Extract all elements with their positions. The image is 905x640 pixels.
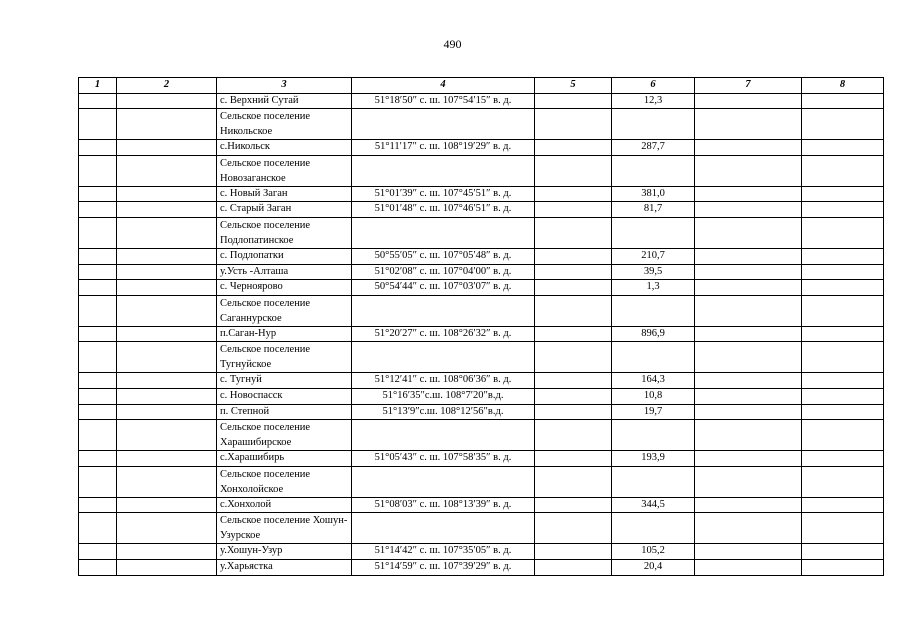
cell-col-8 <box>802 513 884 544</box>
cell-col-5 <box>535 513 612 544</box>
cell-col-8 <box>802 280 884 296</box>
cell-col-7 <box>695 420 802 451</box>
table-row <box>79 451 884 467</box>
settlements-table <box>78 77 884 576</box>
cell-col-5 <box>535 248 612 264</box>
locality-name: у.Харьястка <box>217 559 352 575</box>
cell-col-5 <box>535 140 612 156</box>
locality-name: с.Никольск <box>217 140 352 156</box>
cell-col-7 <box>695 404 802 420</box>
coordinates-cell: 51°13′9″с.ш. 108°12′56″в.д. <box>352 404 535 420</box>
value-cell <box>612 420 695 451</box>
cell-col-8 <box>802 155 884 186</box>
cell-col-7 <box>695 202 802 218</box>
coordinates-cell <box>352 295 535 326</box>
value-cell <box>612 109 695 140</box>
cell-col-8 <box>802 295 884 326</box>
cell-col-1 <box>79 186 117 202</box>
locality-name: с. Подлопатки <box>217 248 352 264</box>
cell-col-5 <box>535 202 612 218</box>
cell-col-5 <box>535 342 612 373</box>
cell-col-2 <box>117 93 217 109</box>
cell-col-1 <box>79 140 117 156</box>
value-cell: 39,5 <box>612 264 695 280</box>
cell-col-1 <box>79 373 117 389</box>
locality-name: с. Новоспасск <box>217 388 352 404</box>
cell-col-2 <box>117 420 217 451</box>
cell-col-5 <box>535 559 612 575</box>
value-cell: 10,8 <box>612 388 695 404</box>
locality-name: у.Хошун-Узур <box>217 544 352 560</box>
cell-col-2 <box>117 513 217 544</box>
table-row <box>79 497 884 513</box>
table-row <box>79 388 884 404</box>
cell-col-2 <box>117 248 217 264</box>
cell-col-7 <box>695 451 802 467</box>
cell-col-7 <box>695 497 802 513</box>
cell-col-5 <box>535 497 612 513</box>
cell-col-7 <box>695 248 802 264</box>
coordinates-cell: 51°01′48″ с. ш. 107°46′51″ в. д. <box>352 202 535 218</box>
table-row <box>79 544 884 560</box>
value-cell: 81,7 <box>612 202 695 218</box>
cell-col-5 <box>535 264 612 280</box>
table-row <box>79 202 884 218</box>
cell-col-5 <box>535 404 612 420</box>
cell-col-1 <box>79 93 117 109</box>
coordinates-cell: 51°14′42″ с. ш. 107°35′05″ в. д. <box>352 544 535 560</box>
cell-col-1 <box>79 388 117 404</box>
coordinates-cell: 50°55′05″ с. ш. 107°05′48″ в. д. <box>352 248 535 264</box>
cell-col-2 <box>117 559 217 575</box>
cell-col-1 <box>79 326 117 342</box>
value-cell: 287,7 <box>612 140 695 156</box>
coordinates-cell: 50°54′44″ с. ш. 107°03′07″ в. д. <box>352 280 535 296</box>
settlement-group-name: Сельское поселение Новозаганское <box>217 155 352 186</box>
cell-col-2 <box>117 186 217 202</box>
value-cell: 20,4 <box>612 559 695 575</box>
cell-col-7 <box>695 217 802 248</box>
table-row <box>79 248 884 264</box>
locality-name: с. Старый Заган <box>217 202 352 218</box>
cell-col-8 <box>802 202 884 218</box>
column-header-8: 8 <box>802 78 884 94</box>
table-row <box>79 342 884 373</box>
cell-col-1 <box>79 451 117 467</box>
value-cell: 105,2 <box>612 544 695 560</box>
cell-col-1 <box>79 280 117 296</box>
settlement-group-name: Сельское поселение Саганнурское <box>217 295 352 326</box>
column-header-7: 7 <box>695 78 802 94</box>
cell-col-7 <box>695 559 802 575</box>
cell-col-7 <box>695 326 802 342</box>
cell-col-5 <box>535 295 612 326</box>
column-header-5: 5 <box>535 78 612 94</box>
cell-col-2 <box>117 497 217 513</box>
settlement-group-name: Сельское поселение Подлопатинское <box>217 217 352 248</box>
value-cell: 19,7 <box>612 404 695 420</box>
cell-col-2 <box>117 109 217 140</box>
cell-col-8 <box>802 420 884 451</box>
coordinates-cell: 51°01′39″ с. ш. 107°45′51″ в. д. <box>352 186 535 202</box>
cell-col-7 <box>695 342 802 373</box>
cell-col-1 <box>79 544 117 560</box>
locality-name: с. Новый Заган <box>217 186 352 202</box>
table-row <box>79 109 884 140</box>
cell-col-2 <box>117 388 217 404</box>
cell-col-8 <box>802 466 884 497</box>
coordinates-cell: 51°18′50″ с. ш. 107°54′15″ в. д. <box>352 93 535 109</box>
cell-col-5 <box>535 280 612 296</box>
cell-col-5 <box>535 373 612 389</box>
locality-name: с. Тугнуй <box>217 373 352 389</box>
cell-col-8 <box>802 186 884 202</box>
cell-col-5 <box>535 186 612 202</box>
table-row <box>79 420 884 451</box>
cell-col-7 <box>695 93 802 109</box>
locality-name: с.Харашибирь <box>217 451 352 467</box>
coordinates-cell: 51°08′03″ с. ш. 108°13′39″ в. д. <box>352 497 535 513</box>
table-row <box>79 404 884 420</box>
coordinates-cell <box>352 109 535 140</box>
cell-col-8 <box>802 217 884 248</box>
locality-name: п. Степной <box>217 404 352 420</box>
cell-col-2 <box>117 451 217 467</box>
table-row <box>79 280 884 296</box>
table-row <box>79 155 884 186</box>
cell-col-1 <box>79 217 117 248</box>
cell-col-1 <box>79 248 117 264</box>
column-header-3: 3 <box>217 78 352 94</box>
cell-col-7 <box>695 264 802 280</box>
coordinates-cell: 51°14′59″ с. ш. 107°39′29″ в. д. <box>352 559 535 575</box>
table-row <box>79 217 884 248</box>
cell-col-2 <box>117 217 217 248</box>
table-row <box>79 326 884 342</box>
coordinates-cell <box>352 155 535 186</box>
coordinates-cell: 51°11′17″ с. ш. 108°19′29″ в. д. <box>352 140 535 156</box>
cell-col-8 <box>802 388 884 404</box>
cell-col-5 <box>535 217 612 248</box>
value-cell: 193,9 <box>612 451 695 467</box>
value-cell: 1,3 <box>612 280 695 296</box>
cell-col-1 <box>79 466 117 497</box>
cell-col-8 <box>802 373 884 389</box>
page-number: 490 <box>443 37 462 51</box>
table-body <box>79 93 884 575</box>
settlement-group-name: Сельское поселение Никольское <box>217 109 352 140</box>
cell-col-1 <box>79 295 117 326</box>
value-cell <box>612 217 695 248</box>
table-row <box>79 466 884 497</box>
table-row <box>79 373 884 389</box>
cell-col-5 <box>535 388 612 404</box>
cell-col-7 <box>695 388 802 404</box>
column-header-1: 1 <box>79 78 117 94</box>
cell-col-7 <box>695 109 802 140</box>
cell-col-5 <box>535 155 612 186</box>
coordinates-cell: 51°16′35″с.ш. 108°7′20″в.д. <box>352 388 535 404</box>
cell-col-7 <box>695 186 802 202</box>
cell-col-8 <box>802 497 884 513</box>
table-row <box>79 140 884 156</box>
cell-col-2 <box>117 202 217 218</box>
table-row <box>79 513 884 544</box>
cell-col-2 <box>117 342 217 373</box>
cell-col-7 <box>695 544 802 560</box>
value-cell: 210,7 <box>612 248 695 264</box>
cell-col-2 <box>117 295 217 326</box>
settlement-group-name: Сельское поселение Хонхолойское <box>217 466 352 497</box>
table-row <box>79 295 884 326</box>
column-header-4: 4 <box>352 78 535 94</box>
cell-col-1 <box>79 420 117 451</box>
locality-name: с. Верхний Сутай <box>217 93 352 109</box>
coordinates-cell <box>352 342 535 373</box>
cell-col-2 <box>117 404 217 420</box>
value-cell: 344,5 <box>612 497 695 513</box>
coordinates-cell: 51°12′41″ с. ш. 108°06′36″ в. д. <box>352 373 535 389</box>
cell-col-2 <box>117 140 217 156</box>
table-row <box>79 93 884 109</box>
coordinates-cell: 51°02′08″ с. ш. 107°04′00″ в. д. <box>352 264 535 280</box>
cell-col-2 <box>117 544 217 560</box>
value-cell: 12,3 <box>612 93 695 109</box>
cell-col-2 <box>117 326 217 342</box>
locality-name: с. Черноярово <box>217 280 352 296</box>
coordinates-cell: 51°20′27″ с. ш. 108°26′32″ в. д. <box>352 326 535 342</box>
value-cell <box>612 342 695 373</box>
cell-col-5 <box>535 544 612 560</box>
cell-col-8 <box>802 544 884 560</box>
cell-col-8 <box>802 140 884 156</box>
cell-col-7 <box>695 155 802 186</box>
cell-col-8 <box>802 342 884 373</box>
cell-col-1 <box>79 155 117 186</box>
cell-col-5 <box>535 326 612 342</box>
value-cell <box>612 295 695 326</box>
cell-col-7 <box>695 513 802 544</box>
table-row <box>79 559 884 575</box>
cell-col-2 <box>117 264 217 280</box>
value-cell: 896,9 <box>612 326 695 342</box>
locality-name: у.Усть -Алташа <box>217 264 352 280</box>
cell-col-7 <box>695 466 802 497</box>
cell-col-1 <box>79 202 117 218</box>
cell-col-8 <box>802 109 884 140</box>
cell-col-8 <box>802 326 884 342</box>
column-header-2: 2 <box>117 78 217 94</box>
column-header-6: 6 <box>612 78 695 94</box>
locality-name: п.Саган-Нур <box>217 326 352 342</box>
table-row <box>79 186 884 202</box>
header-row <box>79 78 884 94</box>
cell-col-1 <box>79 497 117 513</box>
settlement-group-name: Сельское поселение Тугнуйское <box>217 342 352 373</box>
value-cell <box>612 155 695 186</box>
cell-col-5 <box>535 466 612 497</box>
coordinates-cell <box>352 513 535 544</box>
cell-col-8 <box>802 248 884 264</box>
coordinates-cell <box>352 420 535 451</box>
locality-name: с.Хонхолой <box>217 497 352 513</box>
settlement-group-name: Сельское поселение Харашибирское <box>217 420 352 451</box>
cell-col-2 <box>117 155 217 186</box>
cell-col-5 <box>535 93 612 109</box>
cell-col-7 <box>695 140 802 156</box>
cell-col-2 <box>117 280 217 296</box>
cell-col-7 <box>695 373 802 389</box>
cell-col-5 <box>535 420 612 451</box>
cell-col-1 <box>79 264 117 280</box>
value-cell: 164,3 <box>612 373 695 389</box>
value-cell <box>612 466 695 497</box>
cell-col-5 <box>535 451 612 467</box>
settlement-group-name: Сельское поселение Хошун-Узурское <box>217 513 352 544</box>
cell-col-5 <box>535 109 612 140</box>
value-cell: 381,0 <box>612 186 695 202</box>
cell-col-1 <box>79 109 117 140</box>
cell-col-8 <box>802 404 884 420</box>
cell-col-8 <box>802 559 884 575</box>
value-cell <box>612 513 695 544</box>
cell-col-8 <box>802 93 884 109</box>
cell-col-2 <box>117 466 217 497</box>
cell-col-1 <box>79 513 117 544</box>
cell-col-8 <box>802 264 884 280</box>
cell-col-1 <box>79 559 117 575</box>
coordinates-cell: 51°05′43″ с. ш. 107°58′35″ в. д. <box>352 451 535 467</box>
cell-col-7 <box>695 295 802 326</box>
cell-col-1 <box>79 404 117 420</box>
table-row <box>79 264 884 280</box>
cell-col-7 <box>695 280 802 296</box>
cell-col-2 <box>117 373 217 389</box>
coordinates-cell <box>352 466 535 497</box>
cell-col-8 <box>802 451 884 467</box>
coordinates-cell <box>352 217 535 248</box>
cell-col-1 <box>79 342 117 373</box>
